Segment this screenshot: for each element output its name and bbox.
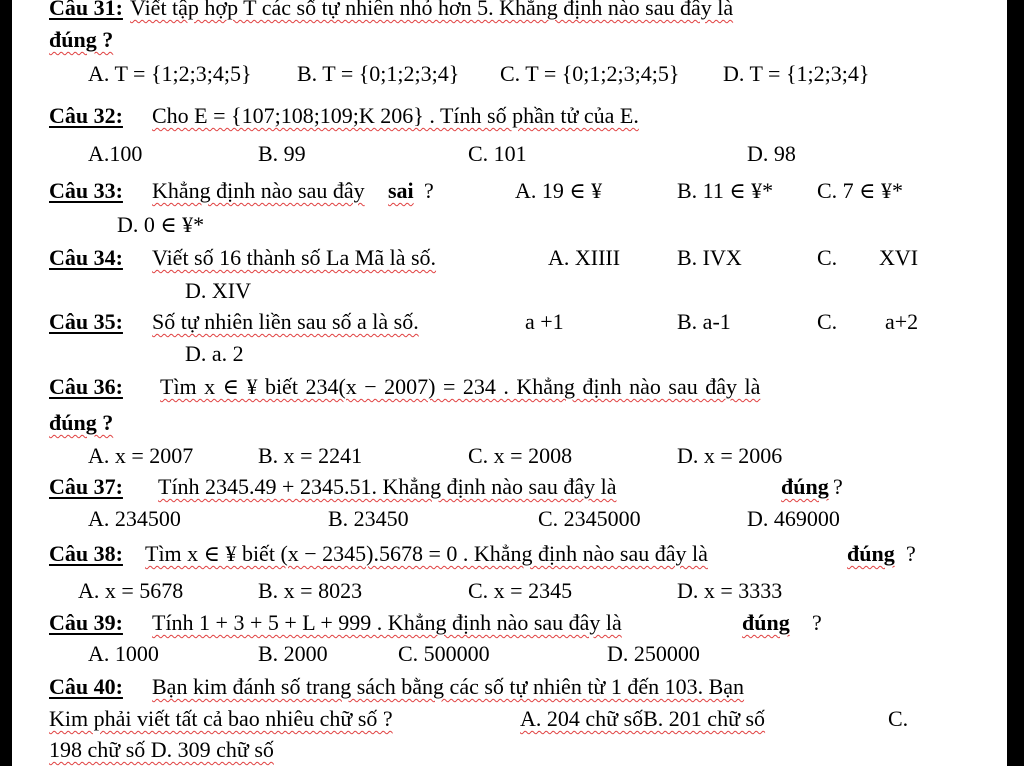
q39-bold: đúng [742,610,790,635]
q37-option-c: C. 2345000 [538,506,641,531]
document-page [12,0,1007,766]
q36-label: Câu 36: [49,374,123,399]
q33-text-end: ? [424,178,434,203]
q33-option-a: A. 19 ∈ ¥ [515,178,603,203]
q33-text: Khẳng định nào sau đây [152,178,365,203]
q37-option-b: B. 23450 [328,506,409,531]
q31-option-c: C. T = {0;1;2;3;4;5} [500,61,680,86]
q37-option-d: D. 469000 [747,506,840,531]
q35-label: Câu 35: [49,309,123,334]
q36-text2: đúng ? [49,410,114,435]
q32-option-c: C. 101 [468,141,527,166]
q34-option-c-value: XVI [879,245,919,270]
q40-label: Câu 40: [49,674,123,699]
q39-option-d: D. 250000 [607,641,700,666]
q39-text: Tính 1 + 3 + 5 + L + 999 . Khẳng định nào sau đây là [152,610,622,635]
q31-option-b: B. T = {0;1;2;3;4} [297,61,460,86]
q33-option-b: B. 11 ∈ ¥* [677,178,774,203]
q37-label: Câu 37: [49,474,123,499]
q32-text: Cho E = {107;108;109;K 206} . Tính số phần tử của E. [152,103,639,128]
q35-option-b: B. a-1 [677,309,731,334]
q40-line2c: C. [888,706,909,731]
q38-option-d: D. x = 3333 [677,578,783,603]
q38-text: Tìm x ∈ ¥ biết (x − 2345).5678 = 0 . Khẳng định nào sau đây là [145,541,708,566]
q36-text: Tìm x ∈ ¥ biết 234(x − 2007) = 234 . Khẳng định nào sau đây là [160,374,761,399]
q34-option-a: A. XIIII [548,245,621,270]
q40-line3-text: 198 chữ số D. 309 chữ số [49,737,274,762]
q32-label: Câu 32: [49,103,123,128]
q38-bold: đúng [847,541,895,566]
q33-bold: sai [388,178,414,203]
q37-text-end: ? [833,474,843,499]
q36-option-a: A. x = 2007 [88,443,194,468]
q33-option-d: D. 0 ∈ ¥* [117,212,205,237]
q38-label: Câu 38: [49,541,123,566]
q38-option-c: C. x = 2345 [468,578,573,603]
q32-option-b: B. 99 [258,141,306,166]
q34-text: Viết số 16 thành số La Mã là số. [152,245,437,270]
q33-option-c: C. 7 ∈ ¥* [817,178,903,203]
q35-option-c-value: a+2 [885,309,919,334]
q31-option-d: D. T = {1;2;3;4} [723,61,870,86]
q31-option-a: A. T = {1;2;3;4;5} [88,61,252,86]
q40-line2b: A. 204 chữ sốB. 201 chữ số [520,706,766,731]
q40-line1: Bạn kim đánh số trang sách bằng các số tự nhiên từ 1 đến 103. Bạn [152,674,745,699]
q39-option-b: B. 2000 [258,641,328,666]
q37-bold: đúng [781,474,829,499]
q34-option-d: D. XIV [185,278,251,303]
q39-label: Câu 39: [49,610,123,635]
q35-text: Số tự nhiên liền sau số a là số. [152,309,419,334]
q35-option-c: C. [817,309,838,334]
q34-option-b: B. IVX [677,245,742,270]
q36-option-b: B. x = 2241 [258,443,363,468]
q32-option-d: D. 98 [747,141,796,166]
q31-text2: đúng ? [49,27,114,52]
q32-option-a: A.100 [88,141,143,166]
q31-text: Viết tập hợp T các số tự nhiên nhỏ hơn 5. Khẳng định nào sau đây là [130,0,734,20]
q38-option-a: A. x = 5678 [78,578,184,603]
q37-option-a: A. 234500 [88,506,181,531]
q34-label: Câu 34: [49,245,123,270]
q31-label: Câu 31: [49,0,123,20]
q39-option-a: A. 1000 [88,641,159,666]
q38-text-end: ? [906,541,916,566]
q35-option-d: D. a. 2 [185,341,244,366]
q36-option-d: D. x = 2006 [677,443,783,468]
q35-option-a: a +1 [525,309,564,334]
q33-label: Câu 33: [49,178,123,203]
q38-option-b: B. x = 8023 [258,578,363,603]
q39-option-c: C. 500000 [398,641,490,666]
q39-text-end: ? [812,610,822,635]
q37-text: Tính 2345.49 + 2345.51. Khẳng định nào sau đây là [158,474,617,499]
q40-line2a: Kim phải viết tất cả bao nhiêu chữ số ? [49,706,393,731]
q36-option-c: C. x = 2008 [468,443,573,468]
q34-option-c: C. [817,245,838,270]
